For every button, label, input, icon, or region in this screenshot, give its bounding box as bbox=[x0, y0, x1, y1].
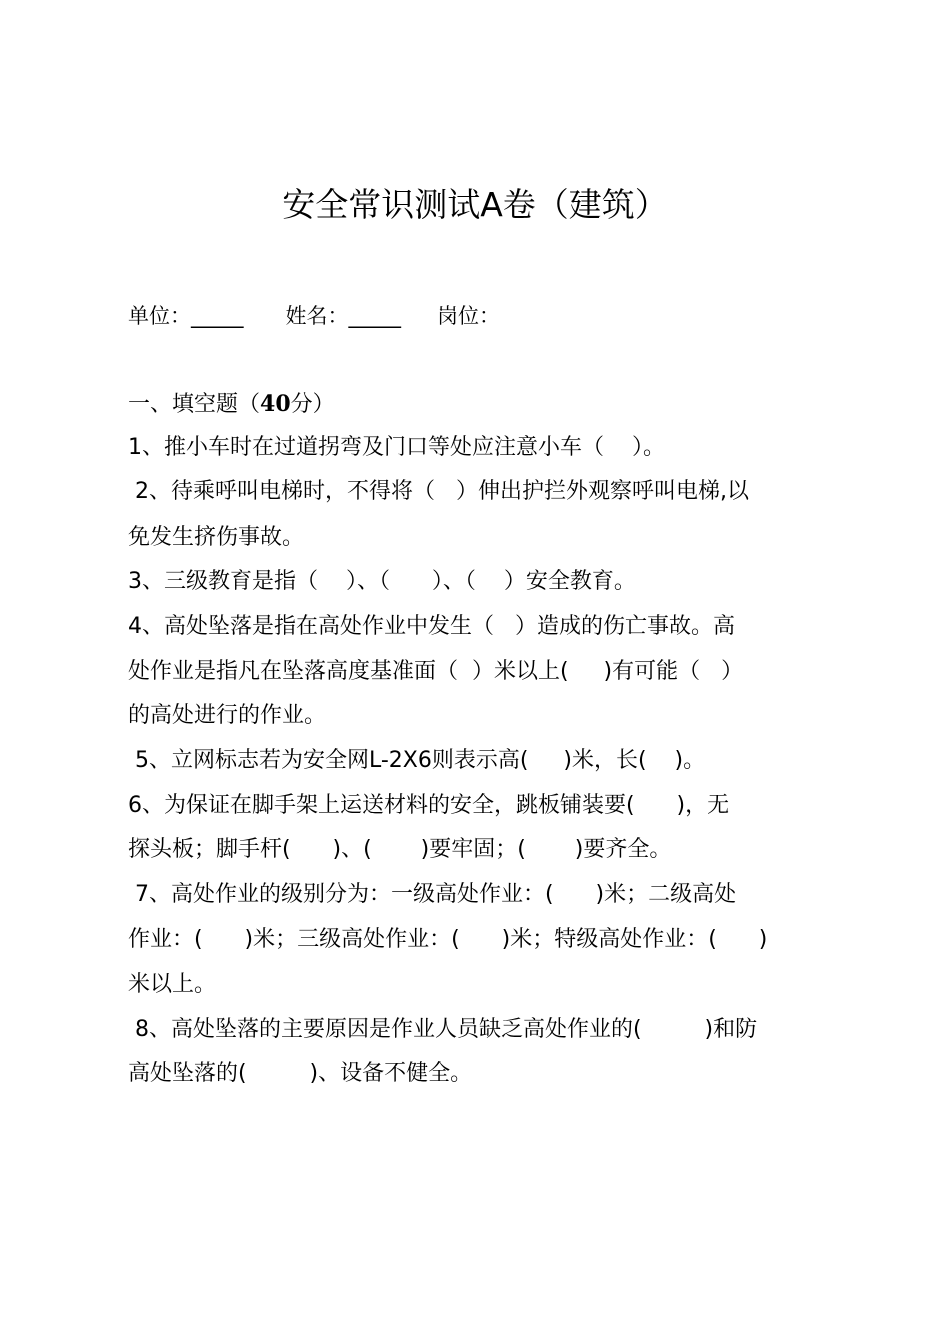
question-line: 处作业是指凡在坠落高度基准面（ ）米以上( )有可能（ ） bbox=[128, 659, 744, 684]
question-line: 1、推小车时在过道拐弯及门口等处应注意小车（ ）。 bbox=[128, 435, 665, 460]
unit-field: 单位：_____ bbox=[128, 304, 244, 328]
question-line: 的高处进行的作业。 bbox=[128, 703, 327, 728]
position-field: 岗位： bbox=[437, 304, 500, 328]
header-fields bbox=[128, 300, 500, 332]
section-score: 40 bbox=[260, 391, 291, 417]
question-line: 6、为保证在脚手架上运送材料的安全，跳板铺装要( )，无 bbox=[128, 793, 730, 818]
name-field: 姓名：_____ bbox=[285, 304, 401, 328]
question-line: 3、三级教育是指（ ）、（ ）、（ ）安全教育。 bbox=[128, 569, 636, 594]
page-title: 安全常识测试A卷（建筑） bbox=[282, 185, 668, 224]
question-line: 作业：( )米；三级高处作业：( )米；特级高处作业：( ) bbox=[128, 927, 768, 952]
question-line: 5、立网标志若为安全网L-2X6则表示高( )米，长( )。 bbox=[128, 748, 706, 773]
question-line: 7、高处作业的级别分为：一级高处作业：( )米；二级高处 bbox=[128, 882, 737, 907]
question-line: 米以上。 bbox=[128, 972, 217, 997]
question-line: 2、待乘呼叫电梯时，不得将（ ）伸出护拦外观察呼叫电梯,以 bbox=[128, 479, 749, 504]
question-line: 8、高处坠落的主要原因是作业人员缺乏高处作业的( )和防 bbox=[128, 1017, 758, 1042]
question-line: 高处坠落的( )、设备不健全。 bbox=[128, 1061, 473, 1086]
question-line: 免发生挤伤事故。 bbox=[128, 525, 305, 550]
question-line: 4、高处坠落是指在高处作业中发生（ ）造成的伤亡事故。高 bbox=[128, 614, 735, 639]
section-heading: 一、填空题（40分） bbox=[128, 391, 335, 417]
question-line: 探头板；脚手杆( )、( )要牢固；( )要齐全。 bbox=[128, 837, 672, 862]
